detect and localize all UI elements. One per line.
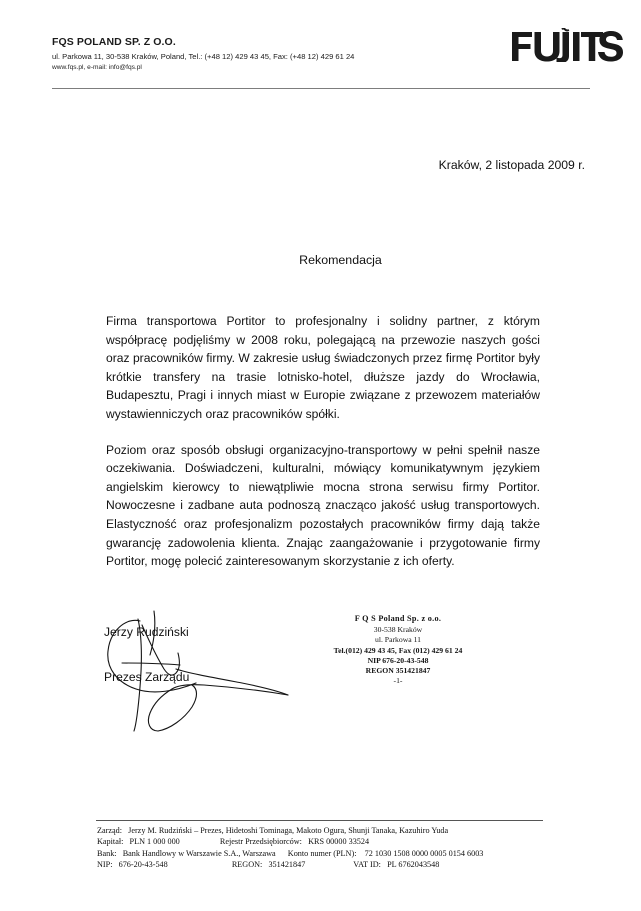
company-website-email: www.fqs.pl, e-mail: info@fqs.pl: [52, 64, 142, 71]
footer-vat-label: VAT ID:: [353, 860, 381, 870]
footer-regon-label: REGON:: [231, 860, 263, 870]
footer-account-value: 72 1030 1508 0000 0005 0154 6003: [364, 848, 484, 858]
footer-board-label: Zarząd:: [97, 826, 122, 835]
footer-board-value: Jerzy M. Rudziński – Prezes, Hidetoshi Tominaga, Makoto Ogura, Shunji Tanaka, Kazuhiro Yuda: [128, 826, 449, 835]
fujitsu-logo-icon: [511, 28, 629, 62]
footer-nip-value: 676-20-43-548: [118, 860, 168, 870]
letter-body: [106, 312, 540, 571]
signature-block: [104, 625, 304, 715]
date-line: Kraków, 2 listopada 2009 r.: [438, 158, 585, 172]
stamp-line-1: F Q S Poland Sp. z o.o.: [354, 614, 442, 623]
header-divider: [52, 88, 590, 89]
footer-row-capital: [97, 836, 547, 847]
footer-row-ids: [97, 859, 547, 870]
paragraph-1: Firma transportowa Portitor to profesjonalny i solidny partner, z którym współpracę podjęliśmy w 2008 roku, polegającą na przewozie naszych gości oraz pracowników firmy. W zakresie usług świadczonych przez firmę Portitor były krótkie transfery na trasie lotnisko-hotel, dłuższe jazdy do Wrocławia, Budapesztu, Pragi i innych miast w Europie związane z przewozem materiałów wystawienniczych oraz pracowników spółki.: [106, 314, 540, 421]
company-stamp: [298, 614, 498, 686]
footer-divider: [96, 820, 543, 821]
stamp-line-4: Tel.(012) 429 43 45, Fax (012) 429 61 24: [333, 645, 463, 655]
footer-row-bank: [97, 848, 547, 859]
stamp-line-5: NIP 676-20-43-548: [367, 655, 429, 665]
signatory-name: Jerzy Rudziński: [104, 625, 189, 639]
footer-regon-value: 351421847: [268, 860, 306, 870]
footer-registry-value: KRS 00000 33524: [308, 837, 370, 847]
company-name: FQS POLAND SP. Z O.O.: [52, 36, 176, 48]
paragraph-2: Poziom oraz sposób obsługi organizacyjno-transportowy w pełni spełnił nasze oczekiwania. Doświadczeni, kulturalni, mówiący komunikatywnym językiem angielskim kierowcy to niewątpliwie mocna strona serwisu firmy Portitor. Nowoczesne i zadbane auta podnoszą znacząco jakość usług transportowych. Elastyczność oraz profesjonalizm pozostałych pracowników firmy dają także gwarancję zadowolenia klienta. Znając zaangażowanie i przygotowanie firmy Portitor, mogę polecić zainteresowanym skorzystanie z ich oferty.: [106, 442, 540, 569]
footer: [97, 825, 547, 871]
footer-vat-value: PL 6762043548: [387, 860, 440, 870]
footer-bank-value: Bank Handlowy w Warszawie S.A., Warszawa: [122, 848, 276, 858]
footer-account-label: Konto numer (PLN):: [287, 848, 357, 858]
footer-nip-label: NIP:: [97, 860, 113, 870]
company-address: ul. Parkowa 11, 30-538 Kraków, Poland, Tel.: (+48 12) 429 43 45, Fax: (+48 12) 429 61 24: [52, 52, 355, 61]
footer-row-board: [97, 825, 547, 836]
footer-bank-label: Bank:: [97, 848, 117, 858]
stamp-line-3: ul. Parkowa 11: [374, 635, 422, 645]
footer-capital-value: PLN 1 000 000: [129, 837, 180, 847]
page-title: Rekomendacja: [299, 253, 382, 267]
stamp-line-6: REGON 351421847: [365, 666, 431, 676]
stamp-line-2: 30-538 Kraków: [373, 625, 423, 635]
footer-registry-label: Rejestr Przedsiębiorców:: [219, 837, 302, 847]
signatory-role: Prezes Zarządu: [104, 670, 190, 684]
stamp-line-7: -1-: [393, 676, 403, 686]
letterhead: [52, 36, 355, 73]
footer-capital-label: Kapitał:: [97, 837, 124, 847]
